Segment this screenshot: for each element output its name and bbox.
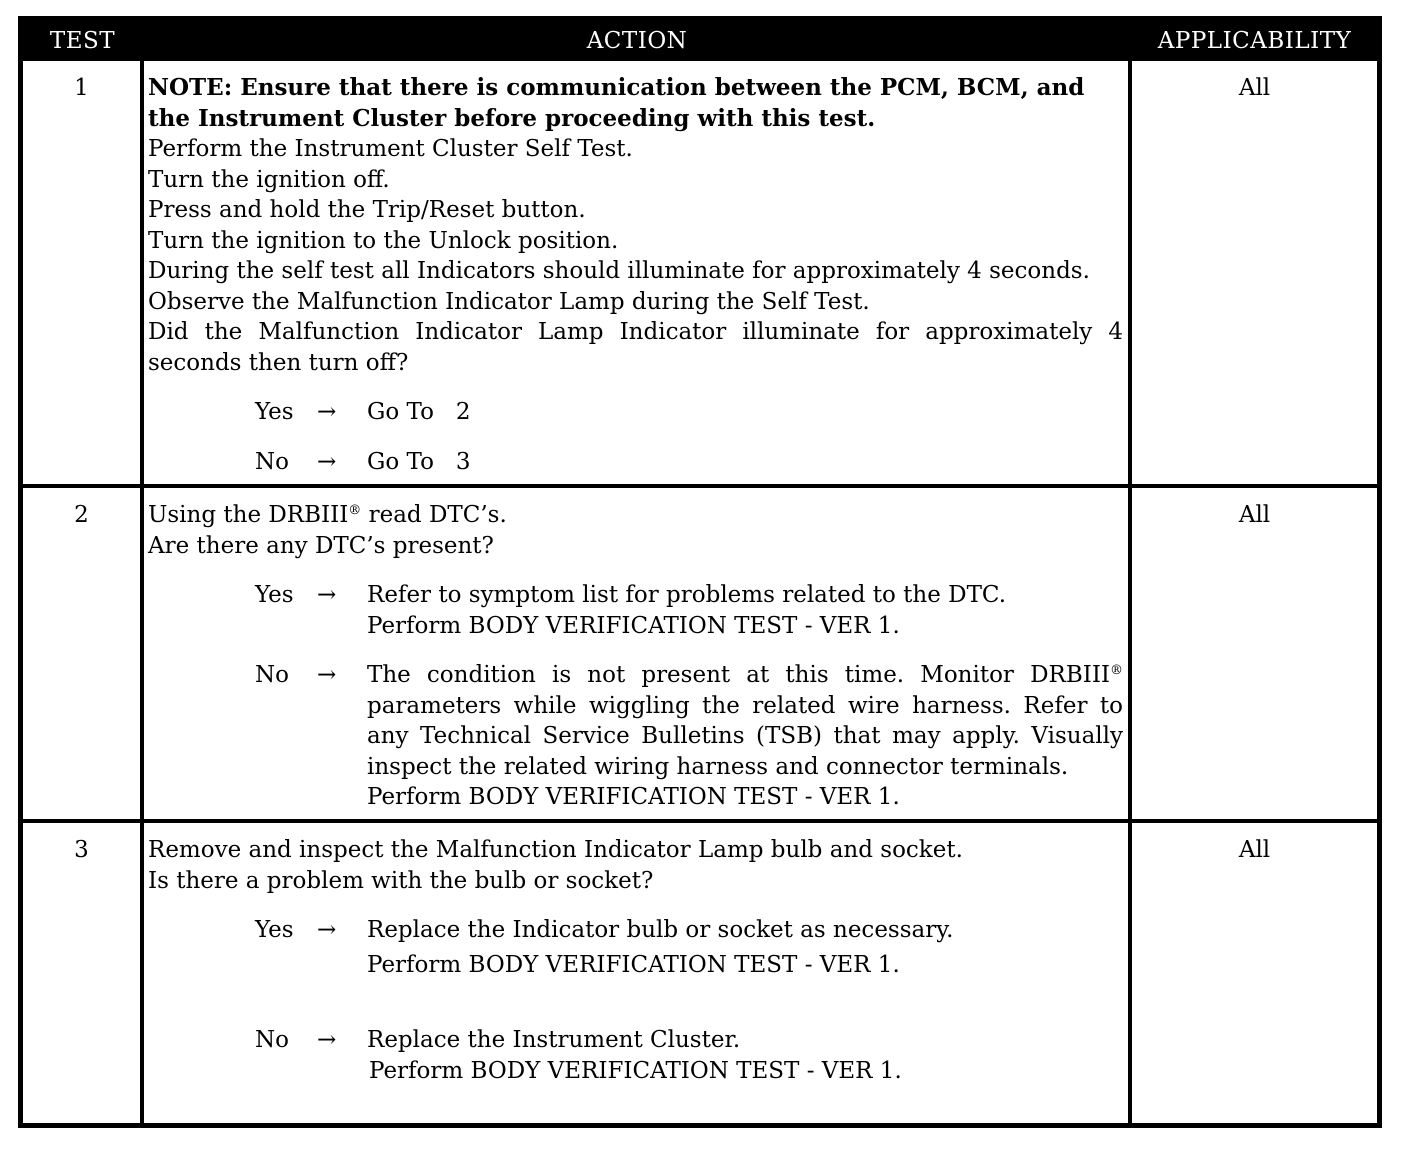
arrow-icon: →	[317, 917, 337, 943]
row-divider	[23, 819, 1377, 823]
test-1-action	[148, 73, 1123, 477]
arrow-icon: →	[317, 448, 337, 475]
no-label: No	[255, 448, 289, 475]
question-text: Did the Malfunction Indicator Lamp Indicator illuminate for approximately 4 seconds then turn off?	[148, 319, 1123, 376]
result-text: Replace the Indicator bulb or socket as necessary.	[367, 917, 954, 943]
test-3-action	[148, 835, 1123, 1086]
yes-label: Yes	[255, 399, 294, 425]
result-text	[367, 660, 1123, 782]
result-text: Perform BODY VERIFICATION TEST - VER 1.	[367, 784, 900, 810]
test-number: 3	[74, 837, 89, 863]
column-divider	[140, 61, 144, 1123]
registered-mark: ®	[348, 503, 362, 518]
arrow-icon: →	[317, 1027, 337, 1053]
no-branch	[255, 660, 1123, 813]
yes-result	[367, 915, 1123, 980]
step-text	[148, 500, 1123, 531]
step-text: Observe the Malfunction Indicator Lamp during the Self Test.	[148, 288, 870, 315]
yes-label: Yes	[255, 582, 294, 608]
note-text: NOTE: Ensure that there is communication between the PCM, BCM, and the Instrument Cluster before proceeding with this test.	[148, 74, 1085, 132]
go-to-text: Go To 2	[367, 399, 471, 425]
yes-branch	[255, 915, 1123, 980]
header-action: ACTION	[586, 28, 688, 54]
step-text: Press and hold the Trip/Reset button.	[148, 197, 586, 223]
question-text: Are there any DTC’s present?	[148, 532, 494, 559]
test-number: 2	[74, 502, 89, 528]
result-text: Perform BODY VERIFICATION TEST - VER 1.	[367, 612, 900, 639]
question-text: Is there a problem with the bulb or socket?	[148, 867, 654, 894]
arrow-icon: →	[317, 582, 337, 608]
step-text: Turn the ignition off.	[148, 166, 390, 193]
table-header	[23, 21, 1377, 61]
arrow-icon: →	[317, 399, 337, 425]
go-to-text: Go To 3	[367, 448, 471, 475]
no-result	[367, 660, 1123, 813]
yes-label: Yes	[255, 917, 294, 943]
step-text: Remove and inspect the Malfunction Indicator Lamp bulb and socket.	[148, 837, 963, 863]
no-label: No	[255, 662, 289, 688]
test-2-action	[148, 500, 1123, 813]
result-text: Perform BODY VERIFICATION TEST - VER 1.	[367, 951, 900, 978]
result-text: Perform BODY VERIFICATION TEST - VER 1.	[369, 1057, 902, 1084]
yes-result	[367, 580, 1123, 641]
yes-branch	[255, 580, 1123, 641]
test-number: 1	[74, 75, 89, 101]
result-text: Refer to symptom list for problems related to the DTC.	[367, 582, 1007, 608]
applicability-value: All	[1238, 837, 1271, 863]
yes-branch	[255, 397, 1123, 428]
step-text: Turn the ignition to the Unlock position.	[148, 227, 619, 254]
registered-mark: ®	[1110, 663, 1123, 678]
step-text: During the self test all Indicators should illuminate for approximately 4 seconds.	[148, 258, 1090, 284]
row-divider	[23, 484, 1377, 488]
step-text-part: read DTC’s.	[361, 502, 507, 528]
header-test: TEST	[49, 28, 116, 54]
step-text-part: Using the DRBIII	[148, 502, 349, 528]
diagnostic-test-table	[18, 16, 1382, 1128]
no-label: No	[255, 1027, 289, 1053]
applicability-value: All	[1238, 502, 1271, 528]
result-text-part: The condition is not present at this time. Monitor DRBIII	[367, 662, 1110, 688]
arrow-icon: →	[317, 662, 337, 688]
column-divider	[1128, 61, 1132, 1123]
step-text: Perform the Instrument Cluster Self Test.	[148, 136, 633, 162]
result-text: Replace the Instrument Cluster.	[367, 1027, 741, 1053]
applicability-value: All	[1238, 75, 1271, 101]
no-branch	[255, 1025, 1123, 1086]
header-applicability: APPLICABILITY	[1157, 28, 1352, 54]
no-branch	[255, 447, 1123, 478]
result-text-part: parameters while wiggling the related wire harness. Refer to any Technical Service Bulletins (TSB) that may apply. Visually inspect the related wiring harness and connector terminals.	[367, 692, 1123, 780]
no-result	[367, 1025, 1123, 1086]
